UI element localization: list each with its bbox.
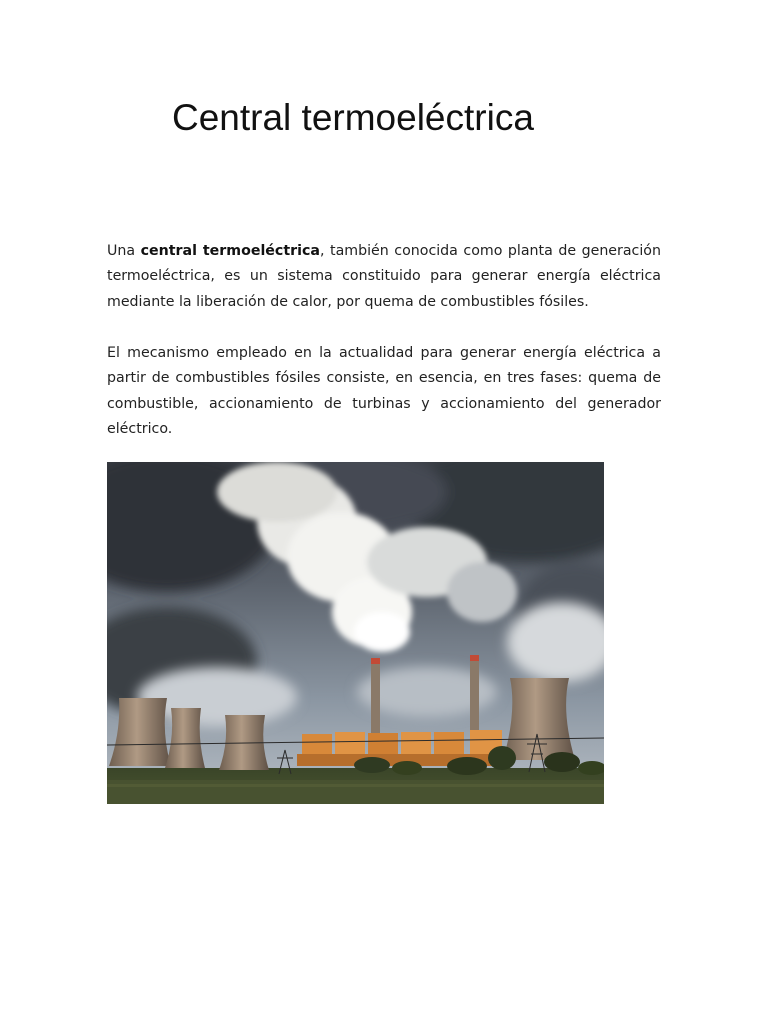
- intro-bold-term: central termoeléctrica: [140, 243, 320, 259]
- page-title: Central termoeléctrica: [172, 97, 534, 138]
- mechanism-paragraph: El mecanismo empleado en la actualidad para generar energía eléctrica a partir de combustibles fósiles consiste, en esencia, en tres fases: quema de combustible, accionamiento de turbinas y accionamiento del generador eléctrico.: [107, 345, 661, 438]
- intro-paragraph: [107, 239, 661, 315]
- field: [107, 780, 604, 804]
- intro-prefix: Una: [107, 243, 141, 259]
- intro-rest: , también conocida como planta de generación termoeléctrica, es un sistema constituido para generar energía eléctrica mediante la liberación de calor, por quema de combustibles fósiles.: [107, 243, 661, 310]
- power-plant-photo: [107, 462, 604, 804]
